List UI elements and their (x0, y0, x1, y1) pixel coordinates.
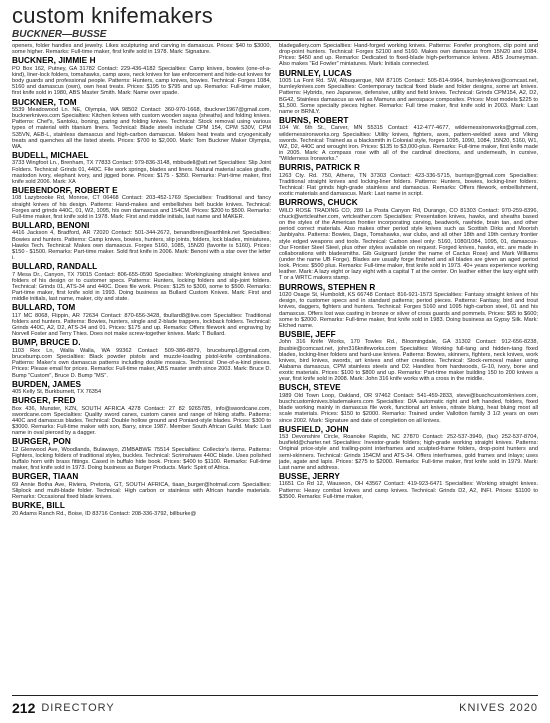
entry-details: 1263 Cty. Rd. 750, Athens, TN 37303 Contact: 423-336-5715, burrispr@gmail.com Specialties: Traditional straight knives and locking-liner folders. Patterns: Hunters, bowies, locking-liner folders. Technical: Flat grinds high-grade stainless and damascus. Remarks: Offers filework, embellishment, exotic materials and damascus. Mark: Last name in script. (279, 172, 538, 198)
entry-details: 104 W. 6th St., Carver, MN 55315 Contact: 412-477-4677, wildernessironworks@gmail.com, wildernessironworks.org Specialties: Utility knives, fighters, axes, pattern-welded axes and Viking swords. Technical: Trained as a blacksmith in Colonial style, forges 1095, 1090, 1084, 15N20, 5160, W1, W2, D2, 440C and wrought iron. Prices: $135 to $3,000-plus. Remarks: Full-time maker, first knife made in 2005. Mark: A compass rose with all of the cardinal directions, and underneath, in cursive, "Wilderness Ironworks." (279, 125, 538, 163)
directory-entry (279, 472, 538, 500)
directory-entry (12, 338, 271, 378)
entry-details: 12 Glenwood Ave, Woodlands, Bulawayo, ZIMBABWE 75514 Specialties: Collector's items. Patterns: Fighters, locking folders of traditional styles, buckles. Technical: Scrimshaws 440C blade. Uses polished buffalo horn with brass fittings. Cased in buffalo hide book. Prices: $400 to $1100. Remarks: Full-time maker, first knife sold in 1973. Doing business as Burger Products. Mark: Spirit of Africa. (12, 446, 271, 472)
entry-details: 405 Kelly St, Burkburnett, TX 76354 (12, 389, 102, 396)
entry-details: 1989 Old Town Loop, Oakland, OR 97462 Contact: 541-459-2833, steve@buschcustomknives.com, buschcustomknives.blademakers.com Specialties: D/A automatic right and left handed, folders, fixed blade working mainly in damascus file work, functional art knives, nitrate bluing, heat bluing most all scale materials. Prices: $150 to $2000. Remarks: Trained under Vallotton family 3 1/2 years on own since 2002. Mark: Signature and date of completion on all knives. (279, 392, 538, 424)
entry-name: BURKE, BILL (12, 501, 65, 511)
footer-left (12, 700, 115, 716)
entry-details: 1020 Osage St, Humboldt, KS 66748 Contact: 816-921-1573 Specialties: Fantasy straight knives of his design, to customer specs and in standard patterns; period pieces. Patterns: Fantasy, bird and trout knives, daggers, fighters and hunters. Technical: Forges 5160 and 1095 high-carbon steel, 01 and his damascus. Offers lost wax casting in bronze or silver of cross guards and pommels. Prices: $65 to $600; some to $2000. Remarks: Full-time maker, first knife sold in 1983. Doing business as Gypsy Silk. Mark: Etched name. (279, 292, 538, 329)
left-column (12, 43, 271, 691)
directory-entry (12, 501, 271, 517)
footer-rule (12, 695, 538, 696)
entry-details: bladegallery.com Specialties: Hand-forged working knives. Patterns: Forefer pronghorn, clip point and drop-point hunters. Technical: Forges 52100 and 5160. Makes own damascus from 15N20 and 1084. Prices: $450 and up. Remarks: Dedicated to fixed-blade high-performance knives. ABS Journeyman. Also makes "Ed Fowler" miniatures. Mark: Initials connected. (279, 43, 538, 68)
right-column (279, 43, 538, 691)
section-range: BUCKNER—BUSSE (12, 29, 107, 40)
entry-name: BULLARD, RANDALL (12, 262, 98, 272)
entry-details: 1005 La Font Rd. SW, Albuquerque, NM 87105 Contact: 505-814-9964, burnleyknives@comcast.net, burnleyknives.com Specialties: Contemporary tactical fixed blade and folder designs, some art knives. Patterns: Hybrids, neo Japanese, defensive, utility and field knives. Technical: Grinds CPM154, A2, D2, BG42, Stainless damascus as well as Mamuns and aerospace composites. Prices: Most models $225 to $1,500. Some specialty pieces higher. Remarks: Full time maker, first knife sold in 2003. Mark: Last name or BRNLY. (279, 78, 538, 115)
entry-details: 4416 Jackson 4, Bradford, AR 72020 Contact: 501-344-2672, benandbren@earthlink.net Specialties: Bowies and hunters. Patterns: Camp knives, bowies, hunters, slip joints, folders, lock blades, miniatures, Hawks Tech. Technical: Makes own damascus. Forges 5160, 1085, 15N20 (favorite is 5160). Prices: $150 - $1500. Remarks: Part-time maker. Sold first knife in 2006. Mark: Benoni with a star over the letter i. (12, 230, 271, 262)
entry-details: 1103 Rex Ln, Walla Walla, WA 99362 Contact: 509-386-8879, brucebump1@gmail.com, brucebump.com Specialties: Black powder pistols and muzzle-loading pistol-knife combinations. Patterns: Maker's own damascus patterns including double mosaics. Technical: One-of-a-kind pieces. Prices: Please email for prices. Remarks: Full-time maker, ABS master smith since 2003. Mark: Bruce D. Bump "Custom", Bruce D. Bump "MS". (12, 347, 271, 379)
directory-entry (279, 163, 538, 197)
entry-name: BURNLEY, LUCAS (279, 68, 352, 78)
directory-columns (12, 43, 538, 691)
entry-details: 11651 Co Rd 12, Wauseon, OH 43567 Contact: 419-923-6471 Specialties: Working straight knives. Patterns: Heavy combat knives and camp knives. Technical: Grinds D2, A2, INFI. Prices: $1100 to $3500. Remarks: Full-time maker, (279, 481, 538, 500)
continuation-text: openers, folder handles and jewelry. Likes sculpturing and carving in damascus. Prices: $40 to $3000, some higher. Remarks: Full-time maker, first knife sold in 1978. Mark: Signature. (12, 43, 271, 56)
section-title: custom knifemakers (12, 3, 214, 28)
directory-entry (279, 69, 538, 115)
entry-details: Box 436, Munster, KZN, SOUTH AFRICA 4278 Contact: 27 82 9265785, info@swordcane.com, swordcane.com Specialties: Quality sword canes, custom canes and range of hiking staffs. Patterns: 440C and damascus blades. Technical: Double hollow ground and Poniard-style blades. Prices: $300 to $3000. Remarks: Full-time maker with son, Barry, since 1987. Member South African Guild. Mark: Last name in oval pierced by a dagger. (12, 405, 271, 437)
entry-details: PO Box 162, Putney, GA 31782 Contact: 229-436-4182 Specialties: Camp knives, bowies (one-of-a-kind), liner-lock folders, tomahawks, camp axes, neck knives for law enforcement and hide-out knives for body guards and professional people. Patterns: Hunters, camp knives, bowies. Technical: Forges 1084, 5160 and damascus (own), own heat treats. Prices: $195 to $795 and up. Remarks: Full-time maker, first knife sold in 1980, ABS Master Smith. Mark: Name over spade. (12, 65, 271, 97)
directory-entry (12, 221, 271, 261)
directory-entry (12, 437, 271, 471)
directory-entry (12, 303, 271, 337)
entry-name: BUDELL, MICHAEL (12, 151, 89, 160)
entry-details: 3733 Wingfoot Ln., Brenham, TX 77833 Contact: 979-836-3148, mbbudell@att.net Specialties: Slip Joint Folders. Technical: Grinds 01, 440C. File work springs, blades and liners. Natural material scales giraffe, mastodon ivory, elephant ivory, and jigged bone. Prices: $175 - $350. Remarks: Part-time maker, first knife sold 2006. Mark: XA (12, 160, 271, 185)
directory-entry (12, 56, 271, 96)
entry-details: 108 Lazybrooke Rd, Monroe, CT 06468 Contact: 203-452-1769 Specialties: Traditional and fancy straight knives of his design. Patterns: Hand-makes and embellishes belt buckle knives. Technical: Forges and grinds 440C, 01, W2, 1095, his own damascus and 154CM. Prices: $200 to $500. Remarks: Full-time maker, first knife sold in 1978. Mark: First and middle initials, last name and MAKER. (12, 195, 271, 220)
entry-name: BUMP, BRUCE D. (12, 338, 81, 348)
entry-name: BURROWS, CHUCK (279, 198, 358, 208)
entry-name: BULLARD, BENONI (12, 221, 90, 231)
header-rule (12, 40, 538, 41)
entry-name: BURGER, FRED (12, 396, 76, 406)
directory-entry (12, 98, 271, 151)
directory-entry (12, 396, 271, 436)
directory-entry (279, 425, 538, 471)
entry-details: 5539 Meadowood Ln. NE, Olympia, WA 98502 Contact: 360-970-1668, tbuckner1967@gmail.com, bucknerknives.com Specialties: Kitchen knives with custom wooden sayas (sheaths) and folding knives. Patterns: Chef's, Santoku, boning, paring and folding knives. Technical: Stock removal using various types of material with titanium liners. Technical: Blade steels include CPM 154, CPM S30V, CPM S35VN, AEB-L, stainless damascus and high-carbon damascus. Makes heat treats and cryogenically treats and quenches all the listed steels. Prices: $700 to $2,000. Mark: Tom Buckner Maker Olympia, WA. (12, 106, 271, 150)
entry-name: BUCKNER, JIMMIE H (12, 56, 96, 66)
entry-name: BUSFIELD, JOHN (279, 424, 349, 434)
page-number: 212 (12, 700, 36, 716)
entry-details: John 316 Knife Works, 170 Towles Rd., Bloomingdale, GA 31302 Contact: 912-656-8238, jbusbie@comcast.net, john316knifeworks.com Specialties: Working full-tang and hidden-tang fixed blades, locking-liner folders and hard-use knives. Patterns: Bowies, skinners, fighters, neck knives, work knives, bird knives, swords, art knives and other creations. Technical: Stock-removal maker using Alabama damascus, CPM stainless steels and D2. Handles from hardwoods, G-10, ivory, bone and exotic materials. Prices: $100 to $800 and up. Remarks: Part-time maker building 150 to 200 knives a year, first knife sold in 2008. Mark: John 316 knife works with a cross in the middle. (279, 339, 538, 383)
directory-entry (12, 380, 271, 396)
page-footer (12, 698, 538, 718)
entry-details: 153 Devonshire Circle, Roanoke Rapids, NC 27870 Contact: 252-537-3949, (fax) 252-537-8704, busfield@charter.net Specialties: Investor-grade folders; high-grade working straight knives. Patterns: Original price-style and trailing-point interframes and sculpted-frame folders, drop-point hunters and semi-skinners. Technical: Grinds 154CM and ATS-34. Offers interframes, gold frames and inlays; uses jade, agate and lapis. Prices: $275 to $2000. Remarks: Full-time maker, first knife sold in 1979. Mark: Last name and address. (279, 434, 538, 471)
entry-name: BURGER, PON (12, 437, 71, 447)
directory-entry (12, 262, 271, 302)
entry-name: BUSBIE, JEFF (279, 329, 336, 339)
entry-name: BUSSE, JERRY (279, 472, 340, 481)
directory-entry (279, 283, 538, 329)
entry-name: BUSCH, STEVE (279, 383, 341, 393)
entry-name: BURRIS, PATRICK R (279, 163, 360, 173)
directory-entry (279, 383, 538, 423)
entry-details: 69 Annie Botha Ave, Riviera, Pretoria, GT, SOUTH AFRICA, tiaan_burger@hotmail.com Specialties: Sliplock and multi-blade folder. Technical: High carbon or stainless with African handle materials. Remarks: Occasional fixed blade knives. (12, 481, 271, 501)
entry-name: BURNS, ROBERT (279, 115, 349, 125)
directory-entry (12, 186, 271, 220)
entry-details: 117 MC 8068, Flippin, AR 72634 Contact: 870-656-3428, tbullard8@live.com Specialties: Traditional folders and hunters. Patterns: Bowies, hunters, single and 2-blade trappers, lockback folders. Technical: Grinds 440C, A2, D2, ATS-34 and 01. Prices: $175 and up. Remarks: Offers filework and engraving by Norvell Foster and Terry Thies. Does not make screw-together knives. Mark: T Bullard. (12, 312, 271, 338)
footer-section: DIRECTORY (41, 702, 115, 714)
footer-edition: KNIVES 2020 (459, 702, 538, 714)
entry-details: 7 Mesa Dr., Canyon, TX 79015 Contact: 806-655-0590 Specialties: Working/using straight knives and folders of his design or to customer specs. Patterns: Hunters, locking folders and slip-joint folders. Technical: Grinds 01, ATS-34 and 440C. Does file work. Prices: $125 to $300, some to $500. Remarks: Part-time maker, first knife sold in 1993. Doing business as Bullard Custom Knives. Mark: First and middle initials, last name, maker, city and state. (12, 271, 271, 303)
entry-name: BURDEN, JAMES (12, 379, 82, 389)
directory-entry (12, 472, 271, 500)
directory-entry (279, 43, 538, 68)
entry-name: BURROWS, STEPHEN R (279, 282, 376, 292)
page-header (12, 4, 538, 41)
directory-entry (279, 330, 538, 383)
directory-entry (12, 151, 271, 185)
directory-entry (279, 116, 538, 162)
entry-name: BUEBENDORF, ROBERT E (12, 186, 118, 196)
entry-name: BUCKNER, TOM (12, 97, 77, 107)
entry-details: 20 Adams Ranch Rd., Boise, ID 83716 Contact: 208-336-3792, billburke@ (12, 510, 197, 517)
entry-name: BULLARD, TOM (12, 303, 76, 313)
entry-name: BURGER, TIAAN (12, 472, 79, 482)
entry-details: WILD ROSE TRADING CO, 289 La Posta Canyon Rd, Durango, CO 81303 Contact: 970-259-8396, chuck@wrtcleather.com, wrtcleather.com Specialties: Presentation knives, hawks, and sheaths based on the styles of the American frontier incorporating carving, beadwork, rawhide, brain tan, and other period correct materials. Also makes other period style knives such as Scottish Dirks and Moorish Janbiyahs. Patterns: Bowies, Dags, Tomahawks, war clubs, and all other 18th and 19th century frontier style edged weapons and tools. Technical: Carbon steel only: 5160, 1080/1084, 1095, 01, damascus-Our Frontier Steel Steel, plus other styles available on request. Forged knives, hawks, etc. are made in collaborations with bladesmiths. Gib Guignard (under the name of Cactus Rose) and Mark Williams (under the name UB Forge). Blades are usually forge finished and all blades are given an aged period look. Prices: $500 plus. Remarks: Full-time maker, first knife sold in 1973. 40+ years experience working leather. Mark: A lazy eight or lazy eight with a capital T at the center. On leather either the lazy eight with T or a WRTC makers stamp. (279, 207, 538, 282)
directory-entry (279, 198, 538, 281)
